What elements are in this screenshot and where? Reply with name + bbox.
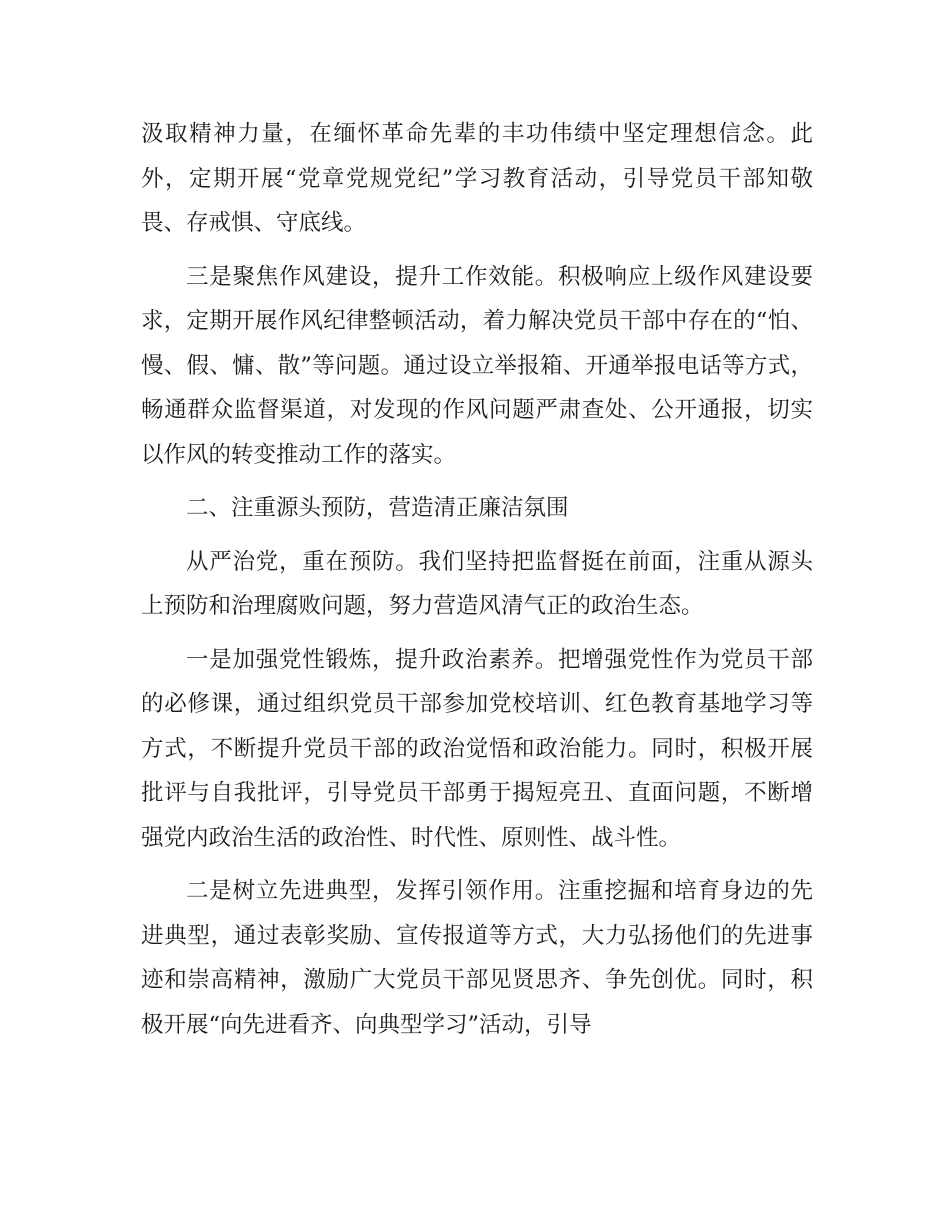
paragraph-party-spirit: 一是加强党性锻炼，提升政治素养。把增强党性作为党员干部的必修课，通过组织党员干部参加党校培训、红色教育基地学习等方式，不断提升党员干部的政治觉悟和政治能力。同时，积极开展批评与自我批评，引导党员干部勇于揭短亮丑、直面问题，不断增强党内政治生活的政治性、时代性、原则性、战斗性。 [141,646,813,851]
document-body [141,112,813,1047]
paragraph-advanced-models: 二是树立先进典型，发挥引领作用。注重挖掘和培育身边的先进典型，通过表彰奖励、宣传报道等方式，大力弘扬他们的先进事迹和崇高精神，激励广大党员干部见贤思齐、争先创优。同时，积极开展“向先进看齐、向典型学习”活动，引导 [141,878,813,1038]
paragraph-prevention-intro: 从严治党，重在预防。我们坚持把监督挺在前面，注重从源头上预防和治理腐败问题，努力营造风清气正的政治生态。 [141,548,813,619]
paragraph-style-building: 三是聚焦作风建设，提升工作效能。积极响应上级作风建设要求，定期开展作风纪律整顿活动，着力解决党员干部中存在的“怕、慢、假、慵、散”等问题。通过设立举报箱、开通举报电话等方式，畅通群众监督渠道，对发现的作风问题严肃查处、公开通报，切实以作风的转变推动工作的落实。 [141,263,813,468]
paragraph-continuation: 汲取精神力量，在缅怀革命先辈的丰功伟绩中坚定理想信念。此外，定期开展“党章党规党纪”学习教育活动，引导党员干部知敬畏、存戒惧、守底线。 [141,121,813,236]
section-heading: 二、注重源头预防，营造清正廉洁氛围 [186,495,569,521]
